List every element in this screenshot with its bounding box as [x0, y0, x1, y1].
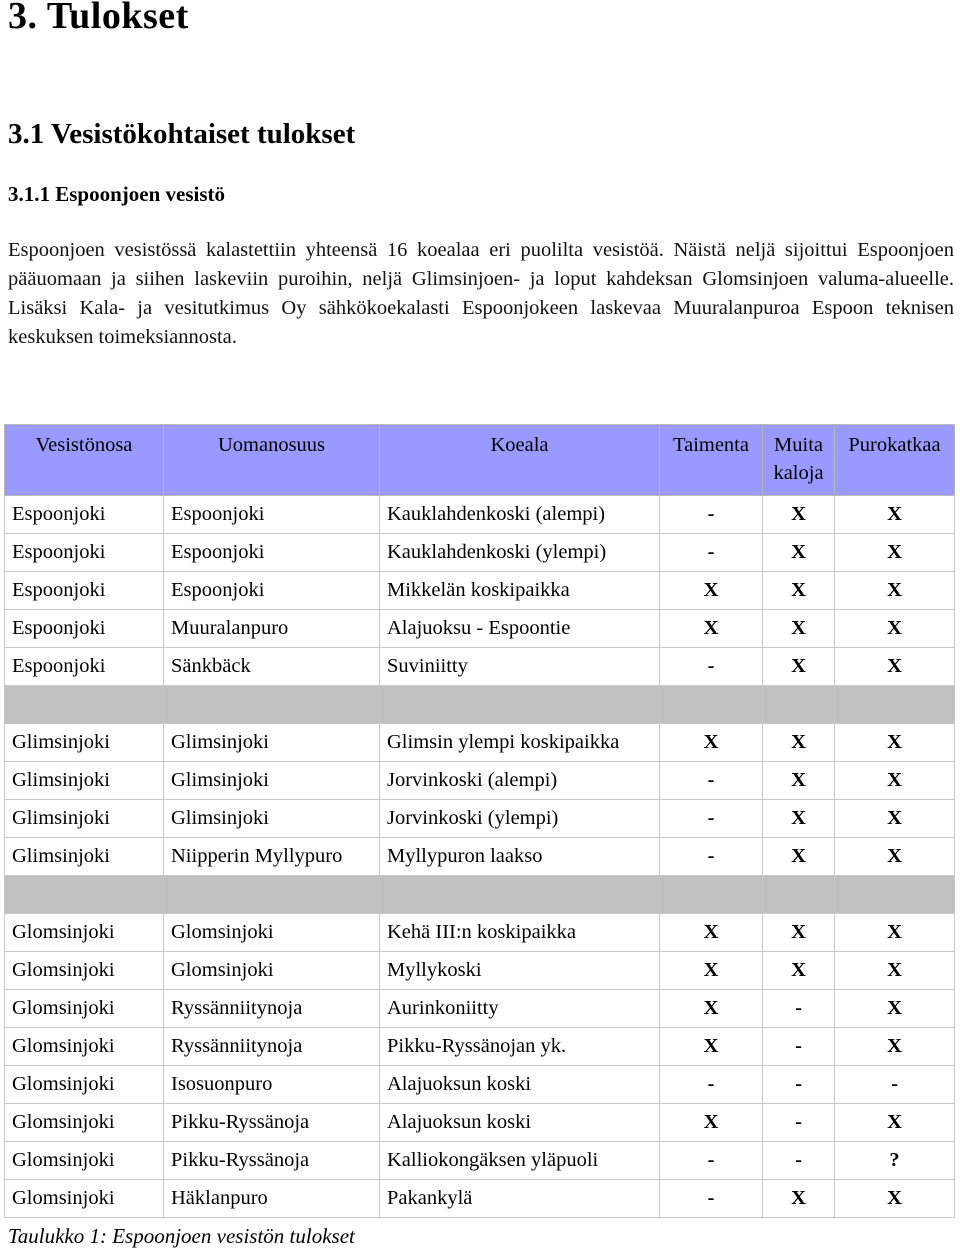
- cell-purokatkaa: X: [835, 496, 955, 534]
- cell-vesistonosa: Glomsinjoki: [5, 952, 164, 990]
- separator-cell: [5, 876, 164, 914]
- table-row: [5, 572, 955, 610]
- cell-muita-kaloja: -: [763, 990, 835, 1028]
- cell-purokatkaa: X: [835, 838, 955, 876]
- cell-vesistonosa: Glimsinjoki: [5, 800, 164, 838]
- cell-purokatkaa: X: [835, 914, 955, 952]
- header-purokatkaa: Purokatkaa: [835, 425, 955, 496]
- table-row: [5, 762, 955, 800]
- cell-vesistonosa: Espoonjoki: [5, 534, 164, 572]
- separator-cell: [660, 686, 763, 724]
- intro-paragraph: Espoonjoen vesistössä kalastettiin yhteensä 16 koealaa eri puolilta vesistöä. Näistä neljä sijoittui Espoonjoen pääuomaan ja siihen laskeviin puroihin, neljä Glimsinjoen- ja loput kahdeksan Glomsinjoen valuma-alueelle. Lisäksi Kala- ja vesitutkimus Oy sähkökoekalasti Espoonjokeen laskevaa Muuralanpuroa Espoon teknisen keskuksen toimeksiannosta.: [8, 239, 954, 348]
- cell-uomanosuus: Pikku-Ryssänoja: [164, 1104, 380, 1142]
- header-uomanosuus: Uomanosuus: [164, 425, 380, 496]
- cell-purokatkaa: X: [835, 800, 955, 838]
- group-separator-row: [5, 686, 955, 724]
- cell-koeala: Jorvinkoski (ylempi): [380, 800, 660, 838]
- table-row: [5, 952, 955, 990]
- cell-purokatkaa: X: [835, 1104, 955, 1142]
- chapter-title: 3. Tulokset: [8, 0, 189, 37]
- cell-taimenta: -: [660, 838, 763, 876]
- cell-vesistonosa: Glomsinjoki: [5, 1104, 164, 1142]
- table-row: [5, 648, 955, 686]
- cell-purokatkaa: X: [835, 724, 955, 762]
- cell-vesistonosa: Glimsinjoki: [5, 762, 164, 800]
- cell-uomanosuus: Häklanpuro: [164, 1180, 380, 1218]
- cell-koeala: Alajuoksu - Espoontie: [380, 610, 660, 648]
- cell-taimenta: X: [660, 724, 763, 762]
- cell-vesistonosa: Glomsinjoki: [5, 1142, 164, 1180]
- separator-cell: [164, 686, 380, 724]
- table-header-row: [5, 425, 955, 496]
- cell-taimenta: X: [660, 610, 763, 648]
- cell-vesistonosa: Espoonjoki: [5, 648, 164, 686]
- cell-purokatkaa: X: [835, 1028, 955, 1066]
- table-row: [5, 1180, 955, 1218]
- cell-koeala: Pikku-Ryssänojan yk.: [380, 1028, 660, 1066]
- table-row: [5, 838, 955, 876]
- cell-koeala: Suviniitty: [380, 648, 660, 686]
- cell-vesistonosa: Glomsinjoki: [5, 990, 164, 1028]
- cell-muita-kaloja: X: [763, 534, 835, 572]
- cell-koeala: Alajuoksun koski: [380, 1066, 660, 1104]
- cell-taimenta: X: [660, 914, 763, 952]
- table-body: [5, 496, 955, 1218]
- group-separator-row: [5, 876, 955, 914]
- table-row: [5, 914, 955, 952]
- table-caption: Taulukko 1: Espoonjoen vesistön tulokset: [8, 1224, 355, 1248]
- cell-uomanosuus: Isosuonpuro: [164, 1066, 380, 1104]
- cell-taimenta: -: [660, 762, 763, 800]
- cell-purokatkaa: X: [835, 572, 955, 610]
- cell-vesistonosa: Glimsinjoki: [5, 724, 164, 762]
- cell-koeala: Aurinkoniitty: [380, 990, 660, 1028]
- cell-koeala: Alajuoksun koski: [380, 1104, 660, 1142]
- cell-taimenta: X: [660, 1104, 763, 1142]
- table-row: [5, 1104, 955, 1142]
- table-row: [5, 610, 955, 648]
- cell-purokatkaa: X: [835, 1180, 955, 1218]
- cell-taimenta: -: [660, 534, 763, 572]
- section-title: 3.1 Vesistökohtaiset tulokset: [8, 118, 356, 150]
- cell-muita-kaloja: X: [763, 724, 835, 762]
- table-row: [5, 534, 955, 572]
- header-koeala: Koeala: [380, 425, 660, 496]
- cell-vesistonosa: Glimsinjoki: [5, 838, 164, 876]
- table-row: [5, 800, 955, 838]
- cell-uomanosuus: Ryssänniitynoja: [164, 1028, 380, 1066]
- cell-uomanosuus: Niipperin Myllypuro: [164, 838, 380, 876]
- cell-koeala: Myllykoski: [380, 952, 660, 990]
- cell-koeala: Kehä III:n koskipaikka: [380, 914, 660, 952]
- cell-vesistonosa: Espoonjoki: [5, 496, 164, 534]
- cell-muita-kaloja: X: [763, 762, 835, 800]
- cell-uomanosuus: Glimsinjoki: [164, 762, 380, 800]
- table-row: [5, 496, 955, 534]
- cell-vesistonosa: Espoonjoki: [5, 610, 164, 648]
- cell-taimenta: -: [660, 1180, 763, 1218]
- cell-uomanosuus: Espoonjoki: [164, 572, 380, 610]
- cell-koeala: Mikkelän koskipaikka: [380, 572, 660, 610]
- table-row: [5, 724, 955, 762]
- cell-taimenta: X: [660, 952, 763, 990]
- separator-cell: [763, 876, 835, 914]
- cell-taimenta: -: [660, 800, 763, 838]
- table-row: [5, 1142, 955, 1180]
- cell-purokatkaa: X: [835, 534, 955, 572]
- cell-uomanosuus: Espoonjoki: [164, 534, 380, 572]
- table-row: [5, 1028, 955, 1066]
- cell-uomanosuus: Espoonjoki: [164, 496, 380, 534]
- cell-taimenta: -: [660, 1066, 763, 1104]
- cell-purokatkaa: X: [835, 762, 955, 800]
- cell-muita-kaloja: X: [763, 914, 835, 952]
- cell-uomanosuus: Glimsinjoki: [164, 724, 380, 762]
- cell-uomanosuus: Glomsinjoki: [164, 952, 380, 990]
- cell-koeala: Kauklahdenkoski (alempi): [380, 496, 660, 534]
- separator-cell: [164, 876, 380, 914]
- cell-muita-kaloja: -: [763, 1028, 835, 1066]
- cell-uomanosuus: Glimsinjoki: [164, 800, 380, 838]
- cell-koeala: Jorvinkoski (alempi): [380, 762, 660, 800]
- cell-koeala: Kalliokongäksen yläpuoli: [380, 1142, 660, 1180]
- separator-cell: [763, 686, 835, 724]
- cell-taimenta: X: [660, 990, 763, 1028]
- header-vesistonosa: Vesistönosa: [5, 425, 164, 496]
- cell-purokatkaa: X: [835, 990, 955, 1028]
- header-taimenta: Taimenta: [660, 425, 763, 496]
- cell-koeala: Myllypuron laakso: [380, 838, 660, 876]
- cell-muita-kaloja: X: [763, 952, 835, 990]
- cell-uomanosuus: Ryssänniitynoja: [164, 990, 380, 1028]
- cell-vesistonosa: Glomsinjoki: [5, 1028, 164, 1066]
- cell-taimenta: -: [660, 1142, 763, 1180]
- header-muita-kaloja: Muita kaloja: [763, 425, 835, 496]
- cell-koeala: Kauklahdenkoski (ylempi): [380, 534, 660, 572]
- cell-taimenta: -: [660, 496, 763, 534]
- cell-muita-kaloja: X: [763, 800, 835, 838]
- separator-cell: [835, 686, 955, 724]
- cell-muita-kaloja: X: [763, 610, 835, 648]
- cell-vesistonosa: Glomsinjoki: [5, 1066, 164, 1104]
- cell-purokatkaa: X: [835, 952, 955, 990]
- subsection-title: 3.1.1 Espoonjoen vesistö: [8, 182, 226, 206]
- cell-purokatkaa: X: [835, 648, 955, 686]
- table-row: [5, 1066, 955, 1104]
- cell-muita-kaloja: -: [763, 1066, 835, 1104]
- results-table: [4, 424, 955, 1218]
- cell-muita-kaloja: X: [763, 496, 835, 534]
- separator-cell: [380, 686, 660, 724]
- cell-uomanosuus: Muuralanpuro: [164, 610, 380, 648]
- cell-uomanosuus: Pikku-Ryssänoja: [164, 1142, 380, 1180]
- separator-cell: [835, 876, 955, 914]
- cell-purokatkaa: -: [835, 1066, 955, 1104]
- cell-uomanosuus: Sänkbäck: [164, 648, 380, 686]
- cell-purokatkaa: X: [835, 610, 955, 648]
- cell-muita-kaloja: X: [763, 1180, 835, 1218]
- separator-cell: [5, 686, 164, 724]
- cell-vesistonosa: Espoonjoki: [5, 572, 164, 610]
- cell-muita-kaloja: -: [763, 1142, 835, 1180]
- cell-vesistonosa: Glomsinjoki: [5, 914, 164, 952]
- cell-muita-kaloja: X: [763, 572, 835, 610]
- cell-muita-kaloja: X: [763, 838, 835, 876]
- cell-vesistonosa: Glomsinjoki: [5, 1180, 164, 1218]
- cell-muita-kaloja: X: [763, 648, 835, 686]
- table-row: [5, 990, 955, 1028]
- separator-cell: [660, 876, 763, 914]
- cell-purokatkaa: ?: [835, 1142, 955, 1180]
- cell-koeala: Glimsin ylempi koskipaikka: [380, 724, 660, 762]
- cell-taimenta: -: [660, 648, 763, 686]
- cell-muita-kaloja: -: [763, 1104, 835, 1142]
- cell-uomanosuus: Glomsinjoki: [164, 914, 380, 952]
- separator-cell: [380, 876, 660, 914]
- cell-koeala: Pakankylä: [380, 1180, 660, 1218]
- cell-taimenta: X: [660, 1028, 763, 1066]
- cell-taimenta: X: [660, 572, 763, 610]
